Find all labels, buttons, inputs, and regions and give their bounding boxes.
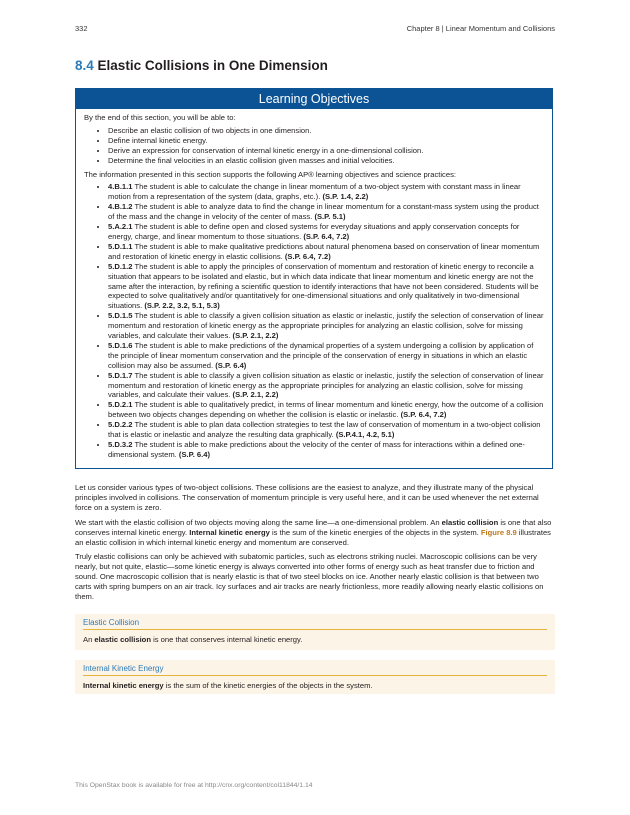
ap-objective-item: • 5.D.1.5 The student is able to classify a given collision situation as elastic or inelastic, justify the selection of conservation of linear momentum and restoration of kinetic energy as the appropriate principles for analyzing an elastic collision, solve for missing variables, and calculate their values. (S.P. 2.1, 2.2): [108, 311, 544, 341]
ap-objective-item: • 5.D.3.2 The student is able to make predictions about the velocity of the center of mass for interactions within a defined one-dimensional system. (S.P. 6.4): [108, 440, 544, 460]
term-internal-kinetic-energy: Internal kinetic energy: [189, 527, 270, 537]
objective-item: • Define internal kinetic energy.: [108, 136, 544, 146]
ap-intro: The information presented in this section supports the following AP® learning objectives and science practices:: [84, 169, 456, 179]
objective-item: • Determine the final velocities in an elastic collision given masses and initial velocities.: [108, 156, 544, 166]
callout-text: Internal kinetic energy is the sum of the kinetic energies of the objects in the system.: [83, 681, 373, 690]
ap-objective-item: • 5.D.1.6 The student is able to make predictions of the dynamical properties of a system undergoing a collision by application of the principle of linear momentum conservation and the principle of the conservation of energy in situations in which an elastic collision may also be assumed. (S.P. 6.4): [108, 341, 544, 371]
ap-objective-item: • 5.D.1.2 The student is able to apply the principles of conservation of momentum and restoration of kinetic energy to reconcile a situation that appears to be isolated and elastic, but in which data indicate that linear momentum and kinetic energy are not the same after the interaction, by refining a scientific question to identify interactions that have not been considered. Students will be expected to solve qualitatively and/or quantitatively for one-dimensional situations and only qualitatively in two-dimensional situations. (S.P. 2.2, 3.2, 5.1, 5.3): [108, 262, 544, 312]
callout-title: Internal Kinetic Energy: [83, 664, 547, 676]
callout-title: Elastic Collision: [83, 618, 547, 630]
learning-objectives-box: [75, 88, 553, 469]
objective-item: • Describe an elastic collision of two objects in one dimension.: [108, 126, 544, 136]
callout-elastic-collision: [75, 614, 555, 650]
objectives-intro: By the end of this section, you will be able to:: [84, 113, 236, 122]
callout-internal-kinetic-energy: [75, 660, 555, 694]
ap-objective-item: • 5.D.2.1 The student is able to qualitatively predict, in terms of linear momentum and kinetic energy, how the outcome of a collision between two objects changes depending on whether the collision is elastic or inelastic. (S.P. 6.4, 7.2): [108, 400, 544, 420]
ap-objectives-list: [84, 182, 544, 459]
ap-objective-item: • 5.D.2.2 The student is able to plan data collection strategies to test the law of conservation of momentum in a two-object collision that is elastic or inelastic and analyze the resulting data graphically. (S.P.4.1, 4.2, 5.1): [108, 420, 544, 440]
page-number: 332: [75, 24, 88, 33]
paragraph: Let us consider various types of two-object collisions. These collisions are the easiest to analyze, and they illustrate many of the physical principles involved in collisions. The conservation of momentum principle is very useful here, and it can be used whenever the net external force on a system is zero.: [75, 483, 539, 512]
main-text: [75, 483, 555, 607]
section-number: 8.4: [75, 58, 94, 73]
objective-item: • Derive an expression for conservation of internal kinetic energy in a one-dimensional collision.: [108, 146, 544, 156]
ap-objective-item: • 5.D.1.7 The student is able to classify a given collision situation as elastic or inelastic, justify the selection of conservation of linear momentum and restoration of kinetic energy as the appropriate principles for analyzing an elastic collision, solve for missing variables, and calculate their values. (S.P. 2.1, 2.2): [108, 371, 544, 401]
section-title: [75, 58, 328, 73]
learning-objectives-heading: Learning Objectives: [76, 89, 552, 109]
section-title-text: Elastic Collisions in One Dimension: [97, 58, 328, 73]
ap-objective-item: • 5.D.1.1 The student is able to make qualitative predictions about natural phenomena based on conservation of linear momentum and restoration of kinetic energy in elastic collisions. (S.P. 6.4, 7.2): [108, 242, 544, 262]
callout-text: An elastic collision is one that conserves internal kinetic energy.: [83, 635, 303, 644]
ap-objective-item: • 4.B.1.2 The student is able to analyze data to find the change in linear momentum for a constant-mass system using the product of the mass and the change in velocity of the center of mass. (S.P. 5.1): [108, 202, 544, 222]
paragraph: Truly elastic collisions can only be achieved with subatomic particles, such as electrons striking nuclei. Macroscopic collisions can be very nearly, but not quite, elastic—some kinetic energy is always converted into other forms of energy such as heat transfer due to friction and sound. One macroscopic collision that is nearly elastic is that of two steel blocks on ice. Another nearly elastic collision is that between two carts with spring bumpers on an air track. Icy surfaces and air tracks are nearly frictionless, more readily allowing nearly elastic collisions on them.: [75, 552, 544, 602]
page-footer: This OpenStax book is available for free at http://cnx.org/content/col11844/1.14: [75, 782, 313, 789]
objectives-list: [84, 126, 544, 166]
chapter-header: Chapter 8 | Linear Momentum and Collisions: [406, 24, 555, 33]
term-elastic-collision: elastic collision: [441, 517, 499, 527]
ap-objective-item: • 4.B.1.1 The student is able to calculate the change in linear momentum of a two-object system with constant mass in linear motion from a representation of the system (data, graphs, etc.). (S.P. 1.4, 2.2): [108, 182, 544, 202]
paragraph: We start with the elastic collision of two objects moving along the same line—a one-dimensional problem. An elastic collision is one that also conserves internal kinetic energy. Internal kinetic energy is the sum of the kinetic energies of the objects in the system. Figure 8.9 illustrates an elastic collision in which internal kinetic energy and momentum are conserved.: [75, 517, 552, 547]
ap-objective-item: • 5.A.2.1 The student is able to define open and closed systems for everyday situations and apply conservation concepts for energy, charge, and linear momentum to those situations. (S.P. 6.4, 7.2): [108, 222, 544, 242]
figure-link[interactable]: Figure 8.9: [480, 527, 517, 537]
